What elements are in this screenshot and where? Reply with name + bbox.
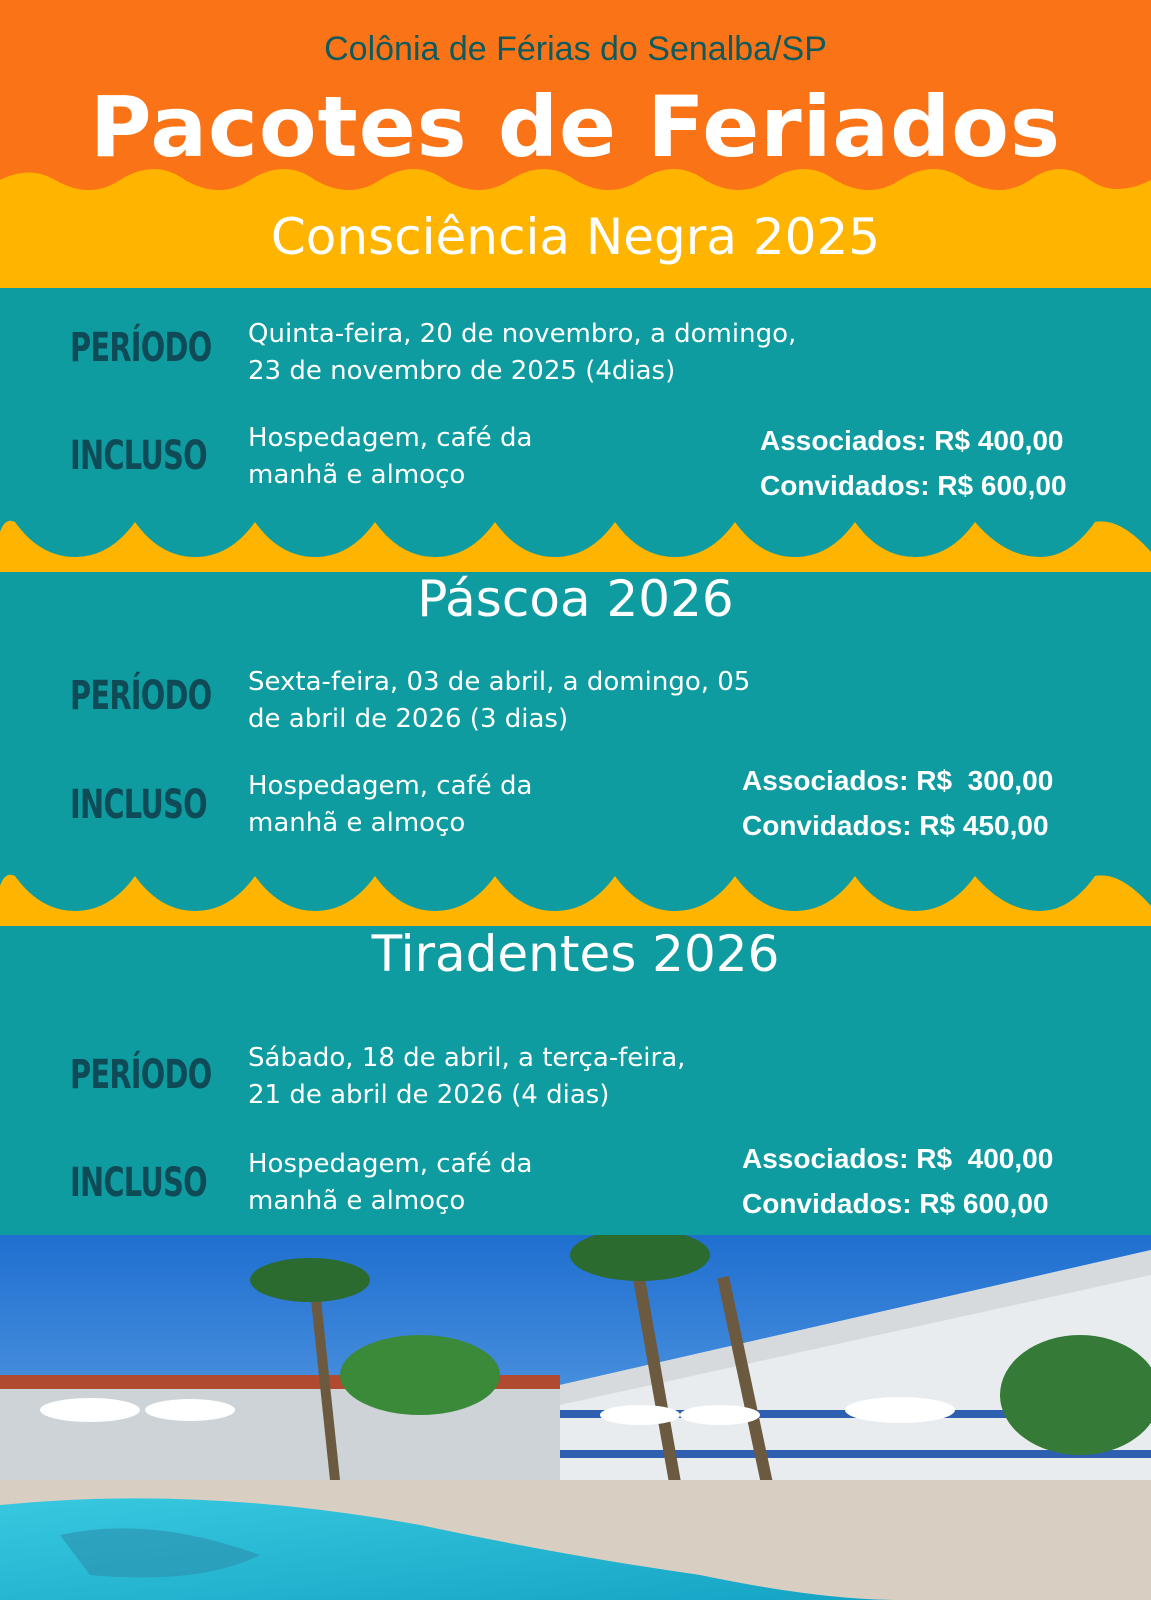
section-1-scallop-decoration xyxy=(0,512,1151,572)
section-3-price-guests: Convidados: R$ 600,00 xyxy=(742,1188,1049,1219)
section-1-period-line1: Quinta-feira, 20 de novembro, a domingo, xyxy=(248,319,797,349)
section-1-period-line2: 23 de novembro de 2025 (4dias) xyxy=(248,356,676,386)
section-3-price-members: Associados: R$ 400,00 xyxy=(742,1143,1054,1174)
section-3-period-line2: 21 de abril de 2026 (4 dias) xyxy=(248,1080,610,1110)
section-3-title: Tiradentes 2026 xyxy=(371,925,780,983)
section-2-included-text xyxy=(248,768,532,842)
section-1-period-text xyxy=(248,316,796,390)
section-2-included-line1: Hospedagem, café da xyxy=(248,771,533,801)
section-3-included-line2: manhã e almoço xyxy=(248,1186,466,1216)
section-1-included-line1: Hospedagem, café da xyxy=(248,423,533,453)
section-3-period-text xyxy=(248,1040,685,1114)
section-1-included-line2: manhã e almoço xyxy=(248,460,466,490)
section-2-included-line2: manhã e almoço xyxy=(248,808,466,838)
page-title: Pacotes de Feriados xyxy=(90,78,1061,176)
header-subtitle: Colônia de Férias do Senalba/SP xyxy=(324,30,827,68)
section-2-period-text xyxy=(248,664,750,738)
section-2-period-line2: de abril de 2026 (3 dias) xyxy=(248,704,569,734)
section-2-included-label: INCLUSO xyxy=(70,782,207,828)
resort-pool-illustration xyxy=(0,1235,1151,1600)
section-2-title: Páscoa 2026 xyxy=(417,570,734,628)
section-2-price-members: Associados: R$ 300,00 xyxy=(742,765,1054,796)
resort-photo xyxy=(0,1235,1151,1600)
section-2-scallop-decoration xyxy=(0,866,1151,926)
section-1-period-label: PERÍODO xyxy=(70,325,212,371)
section-2-price-guests: Convidados: R$ 450,00 xyxy=(742,810,1049,841)
section-2-period-label: PERÍODO xyxy=(70,673,212,719)
section-1-price-members: Associados: R$ 400,00 xyxy=(760,425,1064,456)
section-2-period-line1: Sexta-feira, 03 de abril, a domingo, 05 xyxy=(248,667,751,697)
section-3-included-line1: Hospedagem, café da xyxy=(248,1149,533,1179)
section-1-price-guests: Convidados: R$ 600,00 xyxy=(760,470,1067,501)
section-1-title: Consciência Negra 2025 xyxy=(270,208,881,266)
section-3-period-label: PERÍODO xyxy=(70,1052,212,1098)
section-1-included-label: INCLUSO xyxy=(70,433,207,479)
section-3-included-text xyxy=(248,1146,532,1220)
section-3-included-label: INCLUSO xyxy=(70,1160,207,1206)
section-3-period-line1: Sábado, 18 de abril, a terça-feira, xyxy=(248,1043,686,1073)
section-1-included-text xyxy=(248,420,532,494)
